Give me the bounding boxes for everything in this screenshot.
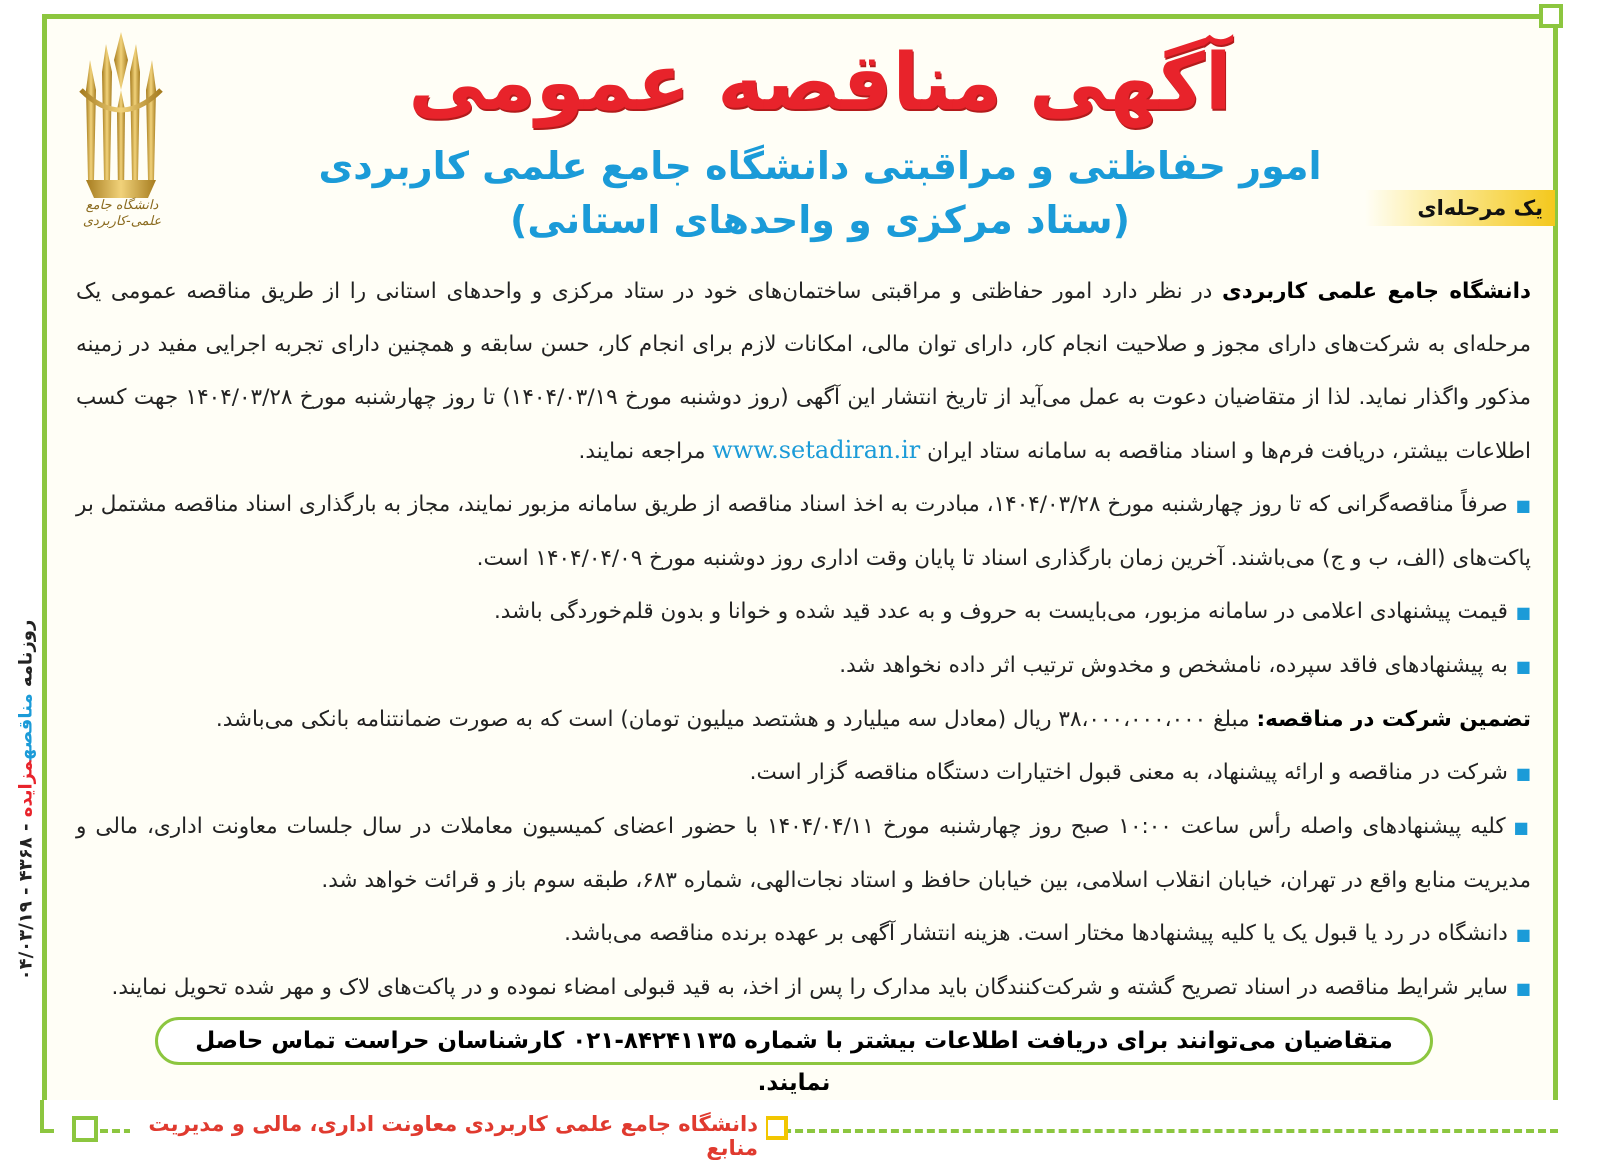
condition-item (76, 478, 1531, 585)
condition-item (76, 961, 1531, 1015)
guarantee-text: مبلغ ۳۸،۰۰۰،۰۰۰،۰۰۰ ریال (معادل سه میلیارد و هشتصد میلیون تومان) است که به صورت ضمانتنامه بانکی می‌باشد. (215, 707, 1257, 732)
condition-text: دانشگاه در رد یا قبول یک یا کلیه پیشنهادها مختار است. هزینه انتشار آگهی بر عهده برنده مناقصه می‌باشد. (564, 921, 1508, 946)
contact-box: متقاضیان می‌توانند برای دریافت اطلاعات بیشتر با شماره ۸۴۲۴۱۱۳۵-۰۲۱ کارشناسان حراست تماس حاصل نمایند. (155, 1017, 1433, 1065)
intro-end: مراجعه نمایند. (578, 439, 713, 464)
condition-item (76, 585, 1531, 639)
footer-organization: دانشگاه جامع علمی کاربردی معاونت اداری، مالی و مدیریت منابع (130, 1112, 766, 1160)
condition-text: به پیشنهادهای فاقد سپرده، نامشخص و مخدوش ترتیب اثر داده نخواهد شد. (839, 653, 1508, 678)
condition-text: سایر شرایط مناقصه در اسناد تصریح گشته و شرکت‌کنندگان باید مدارک را پس از اخذ، به قید قبولی امضاء نموده و در پاکت‌های لاک و مهر شده تحویل نمایند. (111, 975, 1508, 1000)
condition-text: شرکت در مناقصه و ارائه پیشنهاد، به معنی قبول اختیارات دستگاه مناقصه گزار است. (749, 760, 1508, 785)
frame-bottom-left (40, 1100, 54, 1133)
tender-type-badge: یک مرحله‌ای (1365, 190, 1555, 226)
footer-square-yellow (764, 1116, 788, 1140)
condition-item (76, 746, 1531, 800)
newspaper-side-label (6, 619, 46, 981)
logo-caption: دانشگاه جامع علمی-کاربردی (82, 198, 162, 229)
side-ref: - ۴۳۶۸ - ۰۴/۰۳/۱۹ (15, 823, 37, 981)
side-prefix: روزنامه (15, 619, 37, 688)
intro-text: در نظر دارد امور حفاظتی و مراقبتی ساختمان‌های خود در ستاد مرکزی و واحدهای استانی را از طریق مناقصه عمومی یک مرحله‌ای به شرکت‌های دارای مجوز و صلاحیت انجام کار، دارای توان مالی، امکانات لازم برای انجام کار، حسن سابقه و همچنین دارای تجربه اجرایی مفید در زمینه مذکور واگذار نماید. لذا از متقاضیان دعوت به عمل می‌آید از تاریخ انتشار این آگهی (روز دوشنبه مورخ ۱۴۰۴/۰۳/۱۹) تا روز چهارشنبه مورخ ۱۴۰۴/۰۳/۲۸ جهت کسب اطلاعات بیشتر، دریافت فرم‌ها و اسناد مناقصه به سامانه ستاد ایران (76, 279, 1531, 464)
setadiran-link[interactable]: www.setadiran.ir (712, 436, 921, 464)
side-brand-suffix: مزایده (15, 760, 37, 818)
condition-text: قیمت پیشنهادی اعلامی در سامانه مزبور، می‌بایست به حروف و به عدد قید شده و خوانا و بدون قلم‌خوردگی باشد. (493, 599, 1508, 624)
subtitle-line2: (ستاد مرکزی و واحدهای استانی) (510, 198, 1130, 242)
intro-bold: دانشگاه جامع علمی کاربردی (1221, 279, 1531, 304)
corner-square (1539, 4, 1563, 28)
guarantee-bold: تضمین شرکت در مناقصه: (1256, 707, 1531, 732)
condition-item (76, 800, 1531, 907)
side-brand: مناقصه (15, 693, 37, 761)
ad-body (76, 265, 1531, 1015)
intro-paragraph (76, 265, 1531, 478)
condition-text: صرفاً مناقصه‌گرانی که تا روز چهارشنبه مورخ ۱۴۰۴/۰۳/۲۸، مبادرت به اخذ اسناد مناقصه از طریق سامانه مزبور نمایند، مجاز به بارگذاری اسناد مناقصه مشتمل بر پاکت‌های (الف، ب و ج) می‌باشند. آخرین زمان بارگذاری اسناد تا پایان وقت اداری روز دوشنبه مورخ ۱۴۰۴/۰۴/۰۹ است. (76, 492, 1531, 571)
footer-square-green (72, 1116, 98, 1142)
condition-item (76, 907, 1531, 961)
guarantee-paragraph (76, 693, 1531, 746)
condition-item (76, 639, 1531, 693)
page-title: آگهی مناقصه عمومی (408, 38, 1232, 128)
subtitle-line1: امور حفاظتی و مراقبتی دانشگاه جامع علمی کاربردی (318, 144, 1322, 188)
condition-text: کلیه پیشنهادهای واصله رأس ساعت ۱۰:۰۰ صبح روز چهارشنبه مورخ ۱۴۰۴/۰۴/۱۱ با حضور اعضای کمیسیون معاملات در سال جلسات معاونت اداری، مالی و مدیریت منابع واقع در تهران، خیابان انقلاب اسلامی، بین خیابان حافظ و استاد نجات‌الهی، شماره ۶۸۳، طبقه سوم باز و قرائت خواهد شد. (76, 814, 1531, 893)
